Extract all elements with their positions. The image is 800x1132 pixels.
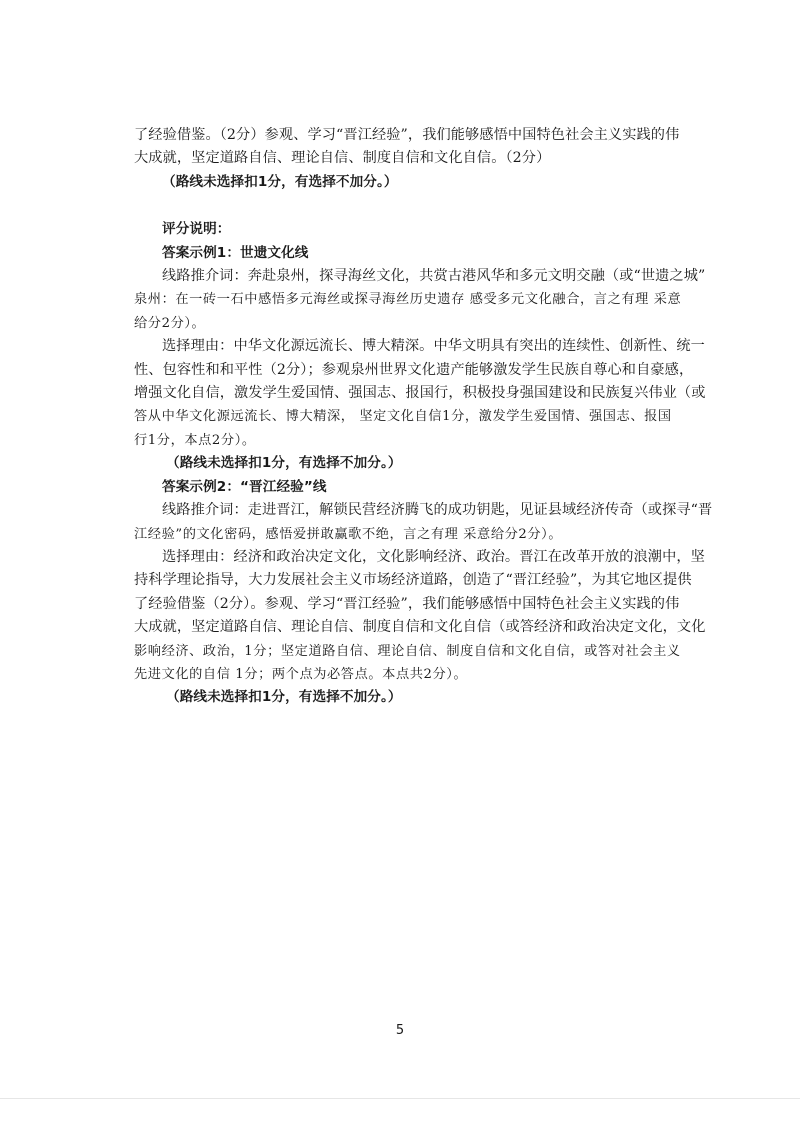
text-line: 了经验借鉴（2分）。参观、学习“晋江经验”，我们能够感悟中国特色社会主义实践的伟 — [134, 595, 680, 612]
text-line: 性、包容性和和平性（2分）；参观泉州世界文化遗产能够激发学生民族自尊心和自豪感， — [134, 361, 694, 378]
paragraph-gap — [134, 194, 670, 218]
page-number: 5 — [395, 1023, 405, 1038]
routing-note: （路线未选择扣1分，有选择不加分。） — [166, 455, 402, 472]
text-line: 行1分，本点2分）。 — [134, 432, 256, 448]
text-line: 大成就，坚定道路自信、理论自信、制度自信和文化自信（或答经济和政治决定文化，文化 — [134, 619, 706, 636]
text-line: 线路推介词：走进晋江，解锁民营经济腾飞的成功钥匙，见证县域经济传奇（或探寻“晋 — [162, 502, 713, 519]
text-line: 持科学理论指导，大力发展社会主义市场经济道路，创造了“晋江经验”，为其它地区提供 — [134, 572, 692, 589]
text-line: 江经验”的文化密码，感悟爱拼敢赢歌不绝，言之有理 采意给分2分）。 — [134, 526, 563, 542]
text-line: 大成就，坚定道路自信、理论自信、制度自信和文化自信。（2分） — [134, 150, 551, 167]
text-line: 增强文化自信，激发学生爱国情、强国志、报国行，积极投身强国建设和民族复兴伟业（或 — [134, 385, 706, 402]
text-line: 答从中华文化源远流长、博大精深， 坚定文化自信1分，激发学生爱国情、强国志、报国 — [134, 409, 672, 425]
example-1-heading: 答案示例1：世遗文化线 — [162, 244, 309, 261]
text-line: 选择理由：中华文化源远流长、博大精深。中华文明具有突出的连续性、创新性、统一 — [162, 338, 705, 355]
text-line: 泉州：在一砖一石中感悟多元海丝或探寻海丝历史遗存 感受多元文化融合，言之有理 采意 — [134, 292, 682, 308]
text-line: 选择理由：经济和政治决定文化，文化影响经济、政治。晋江在改革开放的浪潮中，坚 — [162, 548, 705, 565]
text-line: 先进文化的自信 1分；两个点为必答点。本点共2分）。 — [134, 666, 468, 682]
page-bottom-divider — [0, 1098, 800, 1099]
text-line: 线路推介词：奔赴泉州，探寻海丝文化，共赏古港风华和多元文明交融（或“世遗之城” — [162, 268, 706, 285]
routing-note: （路线未选择扣1分，有选择不加分。） — [162, 173, 398, 190]
answer-text-block — [134, 124, 713, 710]
text-line: 了经验借鉴。（2分）参观、学习“晋江经验”，我们能够感悟中国特色社会主义实践的伟 — [134, 127, 680, 143]
text-line: 影响经济、政治，1分；坚定道路自信、理论自信、制度自信和文化自信，或答对社会主义 — [134, 643, 681, 659]
example-2-heading: 答案示例2：“晋江经验”线 — [162, 478, 327, 495]
routing-note: （路线未选择扣1分，有选择不加分。） — [166, 689, 402, 706]
text-line: 给分2分）。 — [134, 315, 206, 331]
scoring-heading: 评分说明： — [162, 221, 231, 238]
